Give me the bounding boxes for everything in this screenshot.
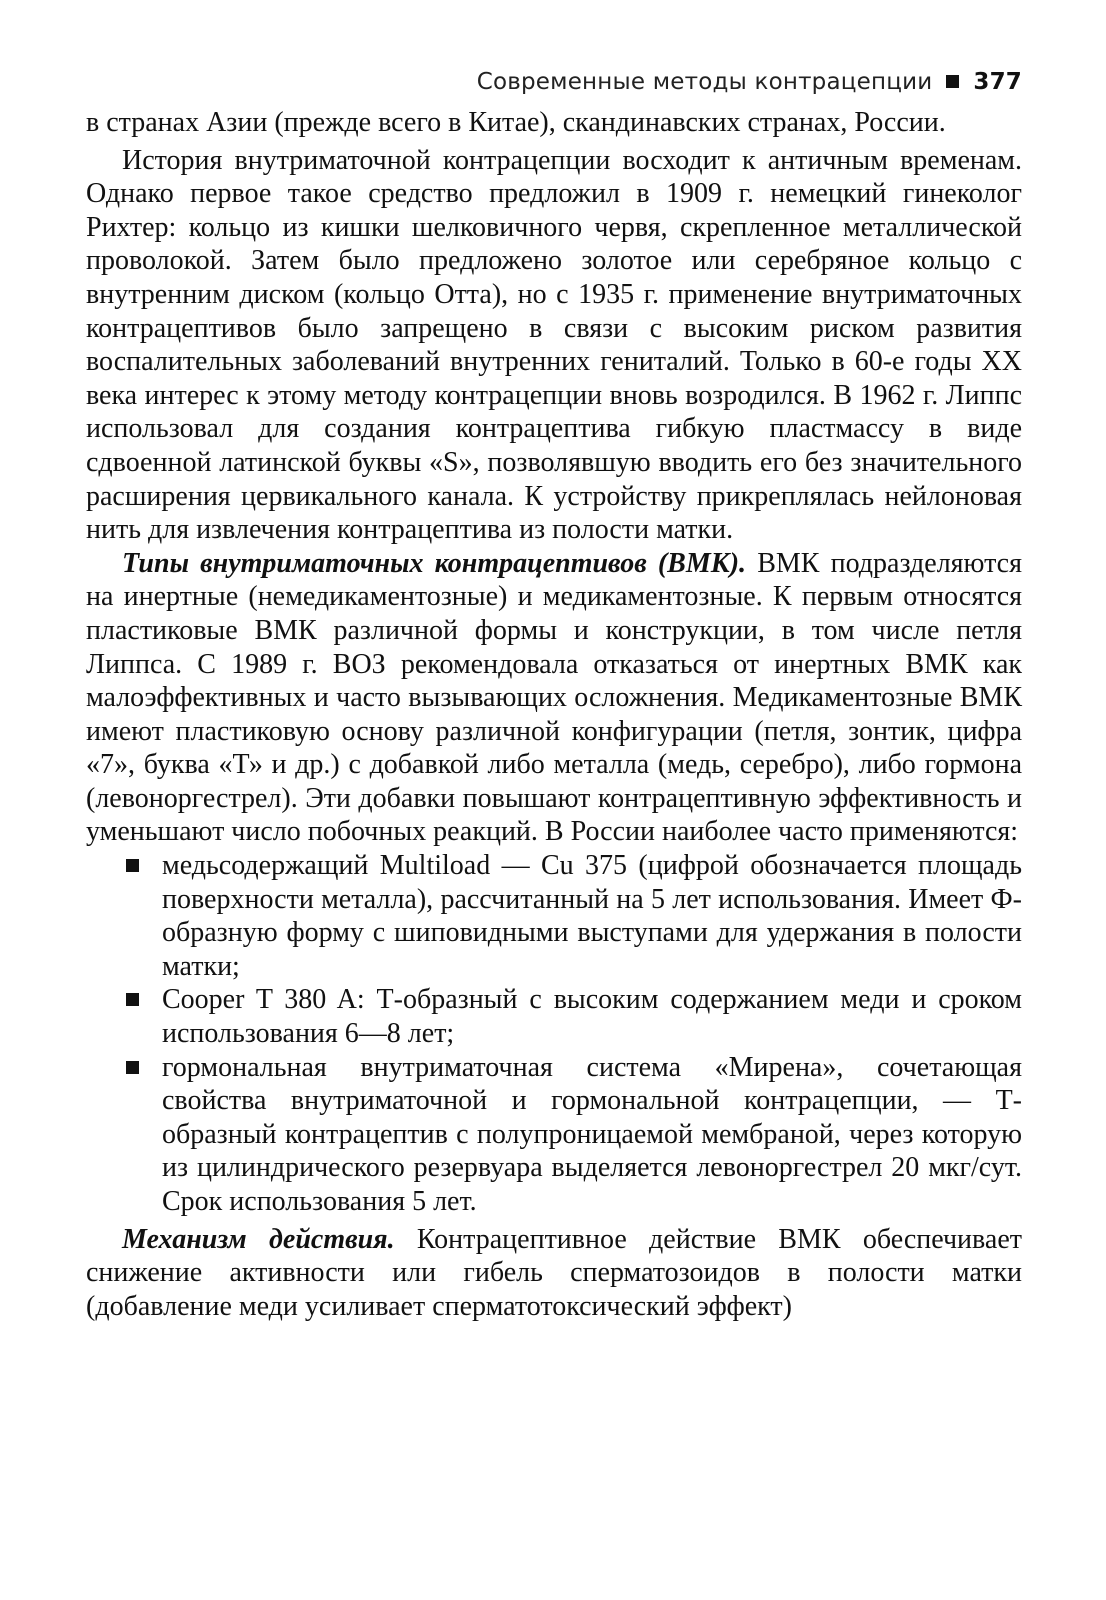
paragraph-text-iud-types: ВМК подразделяются на инертные (немедикаментозные) и медикаментозные. К первым относятся пластиковые ВМК различной формы и конструкции, в том числе петля Липпса. С 1989 г. ВОЗ рекомендовала отказаться от инертных ВМК как малоэффективных и часто вызывающих осложнения. Медикаментозные ВМК имеют пластиковую основу различной конфигурации (петля, зонтик, цифра «7», буква «Т» и др.) с добавкой либо металла (медь, серебро), либо гормона (левоноргестрел). Эти добавки повышают контрацептивную эффективность и уменьшают число побочных реакций. В России наиболее часто применяются: xyxy=(86,547,1022,848)
square-bullet-icon xyxy=(946,75,959,88)
list-item-text: медьсодержащий Multiload — Cu 375 (цифрой обозначается площадь поверхности металла), рассчитанный на 5 лет использования. Имеет Ф-образную форму с шиповидными выступами для удержания в полости матки; xyxy=(162,850,1022,982)
paragraph-heading-iud-types: Типы внутриматочных контрацептивов (ВМК). xyxy=(122,547,747,579)
running-head xyxy=(86,62,1022,102)
list-item-text: гормональная внутриматочная система «Мирена», сочетающая свойства внутриматочной и гормональной контрацепции, — Т-образный контрацептив с полупроницаемой мембраной, через которую из цилиндрического резервуара выделяется левоноргестрел 20 мкг/сут. Срок использования 5 лет. xyxy=(162,1051,1022,1217)
paragraph-history: История внутриматочной контрацепции восходит к античным временам. Однако первое такое средство предложил в 1909 г. немецкий гинеколог Рихтер: кольцо из кишки шелковичного червя, скрепленное металлической проволокой. Затем было предложено золотое или серебряное кольцо с внутренним диском (кольцо Отта), но с 1935 г. применение внутриматочных контрацептивов было запрещено в связи с высоким риском развития воспалительных заболеваний внутренних гениталий. Только в 60-е годы XX века интерес к этому методу контрацепции вновь возродился. В 1962 г. Липпс использовал для создания контрацептива гибкую пластмассу в виде сдвоенной латинской буквы «S», позволявшую вводить его без значительного расширения цервикального канала. К устройству прикреплялась нейлоновая нить для извлечения контрацептива из полости матки. xyxy=(86,144,1022,546)
list-item xyxy=(86,983,1022,1050)
page-number: 377 xyxy=(973,69,1022,95)
list-item xyxy=(86,1051,1022,1219)
paragraph-mechanism xyxy=(86,1223,1022,1324)
book-page xyxy=(86,62,1022,1562)
square-bullet-icon xyxy=(126,859,139,872)
square-bullet-icon xyxy=(126,1061,139,1074)
list-item-text: Cooper T 380 A: Т-образный с высоким содержанием меди и сроком использования 6—8 лет; xyxy=(162,984,1022,1050)
paragraph-heading-mechanism: Механизм действия. xyxy=(122,1223,395,1255)
iud-list xyxy=(86,849,1022,1219)
running-head-title: Современные методы контрацепции xyxy=(476,69,933,95)
paragraph-text-mechanism: Контрацептивное действие ВМК обеспечивает снижение активности или гибель сперматозоидов в полости матки (добавление меди усиливает сперматотоксический эффект) xyxy=(86,1223,1022,1322)
body-text xyxy=(86,106,1022,1323)
paragraph-iud-types xyxy=(86,547,1022,849)
paragraph-continuation: в странах Азии (прежде всего в Китае), скандинавских странах, России. xyxy=(86,107,946,138)
square-bullet-icon xyxy=(126,993,139,1006)
list-item xyxy=(86,849,1022,983)
